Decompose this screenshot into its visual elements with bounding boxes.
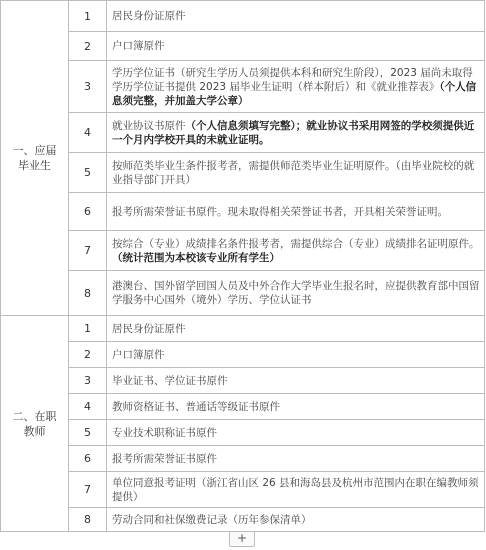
row-number: 3 xyxy=(69,368,107,394)
table-row xyxy=(1,446,485,472)
row-number: 7 xyxy=(69,231,107,271)
requirement-text: 劳动合同和社保缴费记录（历年参保清单） xyxy=(107,508,485,532)
requirement-text: 毕业证书、学位证书原件 xyxy=(107,368,485,394)
table-row xyxy=(1,113,485,153)
requirement-text: 户口簿原件 xyxy=(107,342,485,368)
row-number: 1 xyxy=(69,316,107,342)
requirement-text: 按综合（专业）成绩排名条件报考者，需提供综合（专业）成绩排名证明原件。（统计范围为本校该专业所有学生） xyxy=(107,231,485,271)
table-row xyxy=(1,472,485,508)
category-label: 二、在职 xyxy=(12,409,57,423)
requirement-text: 学历学位证书（研究生学历人员须提供本科和研究生阶段），2023 届尚未取得学历学位证书提供 2023 届毕业生证明（样本附后）和《就业推荐表》（个人信息须完整，并加盖大学公章） xyxy=(107,61,485,113)
add-row-button[interactable] xyxy=(229,531,255,547)
table-row xyxy=(1,342,485,368)
requirement-text: 单位同意报考证明（浙江省山区 26 县和海岛县及杭州市范围内在职在编教师须提供） xyxy=(107,472,485,508)
category-cell xyxy=(1,316,69,532)
row-number: 3 xyxy=(69,61,107,113)
category-cell xyxy=(1,1,69,316)
row-number: 5 xyxy=(69,153,107,193)
table-row xyxy=(1,32,485,61)
requirement-text: 户口簿原件 xyxy=(107,32,485,61)
requirement-text: 港澳台、国外留学回国人员及中外合作大学毕业生报名时，应提供教育部中国留学服务中心国外（境外）学历、学位认证书 xyxy=(107,271,485,316)
row-number: 5 xyxy=(69,420,107,446)
emphasis-text: （统计范围为本校该专业所有学生） xyxy=(112,251,280,264)
category-label: 毕业生 xyxy=(18,159,51,172)
row-number: 4 xyxy=(69,113,107,153)
table-row xyxy=(1,271,485,316)
requirement-text: 教师资格证书、普通话等级证书原件 xyxy=(107,394,485,420)
plus-icon: + xyxy=(236,531,248,545)
table-row xyxy=(1,61,485,113)
row-number: 1 xyxy=(69,1,107,32)
row-number: 4 xyxy=(69,394,107,420)
row-number: 8 xyxy=(69,271,107,316)
requirement-text: 按师范类毕业生条件报考者，需提供师范类毕业生证明原件。（由毕业院校的就业指导部门开具） xyxy=(107,153,485,193)
row-number: 2 xyxy=(69,342,107,368)
emphasis-text: （个人信息须填写完整）；就业协议书采用网签的学校须提供近一个月内学校开具的未就业证明。 xyxy=(112,119,475,146)
requirement-text: 专业技术职称证书原件 xyxy=(107,420,485,446)
table-row xyxy=(1,420,485,446)
table-row xyxy=(1,508,485,532)
table-row xyxy=(1,394,485,420)
requirement-text: 报考所需荣誉证书原件。现未取得相关荣誉证书者，开具相关荣誉证明。 xyxy=(107,193,485,231)
requirement-text: 报考所需荣誉证书原件 xyxy=(107,446,485,472)
emphasis-text: （个人信息须完整，并加盖大学公章） xyxy=(112,80,477,107)
category-label: 一、应届 xyxy=(12,144,57,157)
row-number: 8 xyxy=(69,508,107,532)
row-number: 7 xyxy=(69,472,107,508)
row-number: 2 xyxy=(69,32,107,61)
table-row xyxy=(1,153,485,193)
requirement-text: 居民身份证原件 xyxy=(107,1,485,32)
requirement-text: 就业协议书原件（个人信息须填写完整）；就业协议书采用网签的学校须提供近一个月内学校开具的未就业证明。 xyxy=(107,113,485,153)
table-row xyxy=(1,231,485,271)
table-row xyxy=(1,1,485,32)
table-row xyxy=(1,368,485,394)
row-number: 6 xyxy=(69,193,107,231)
table-row xyxy=(1,316,485,342)
category-label: 教师 xyxy=(23,424,46,438)
table-row xyxy=(1,193,485,231)
row-number: 6 xyxy=(69,446,107,472)
requirement-text: 居民身份证原件 xyxy=(107,316,485,342)
